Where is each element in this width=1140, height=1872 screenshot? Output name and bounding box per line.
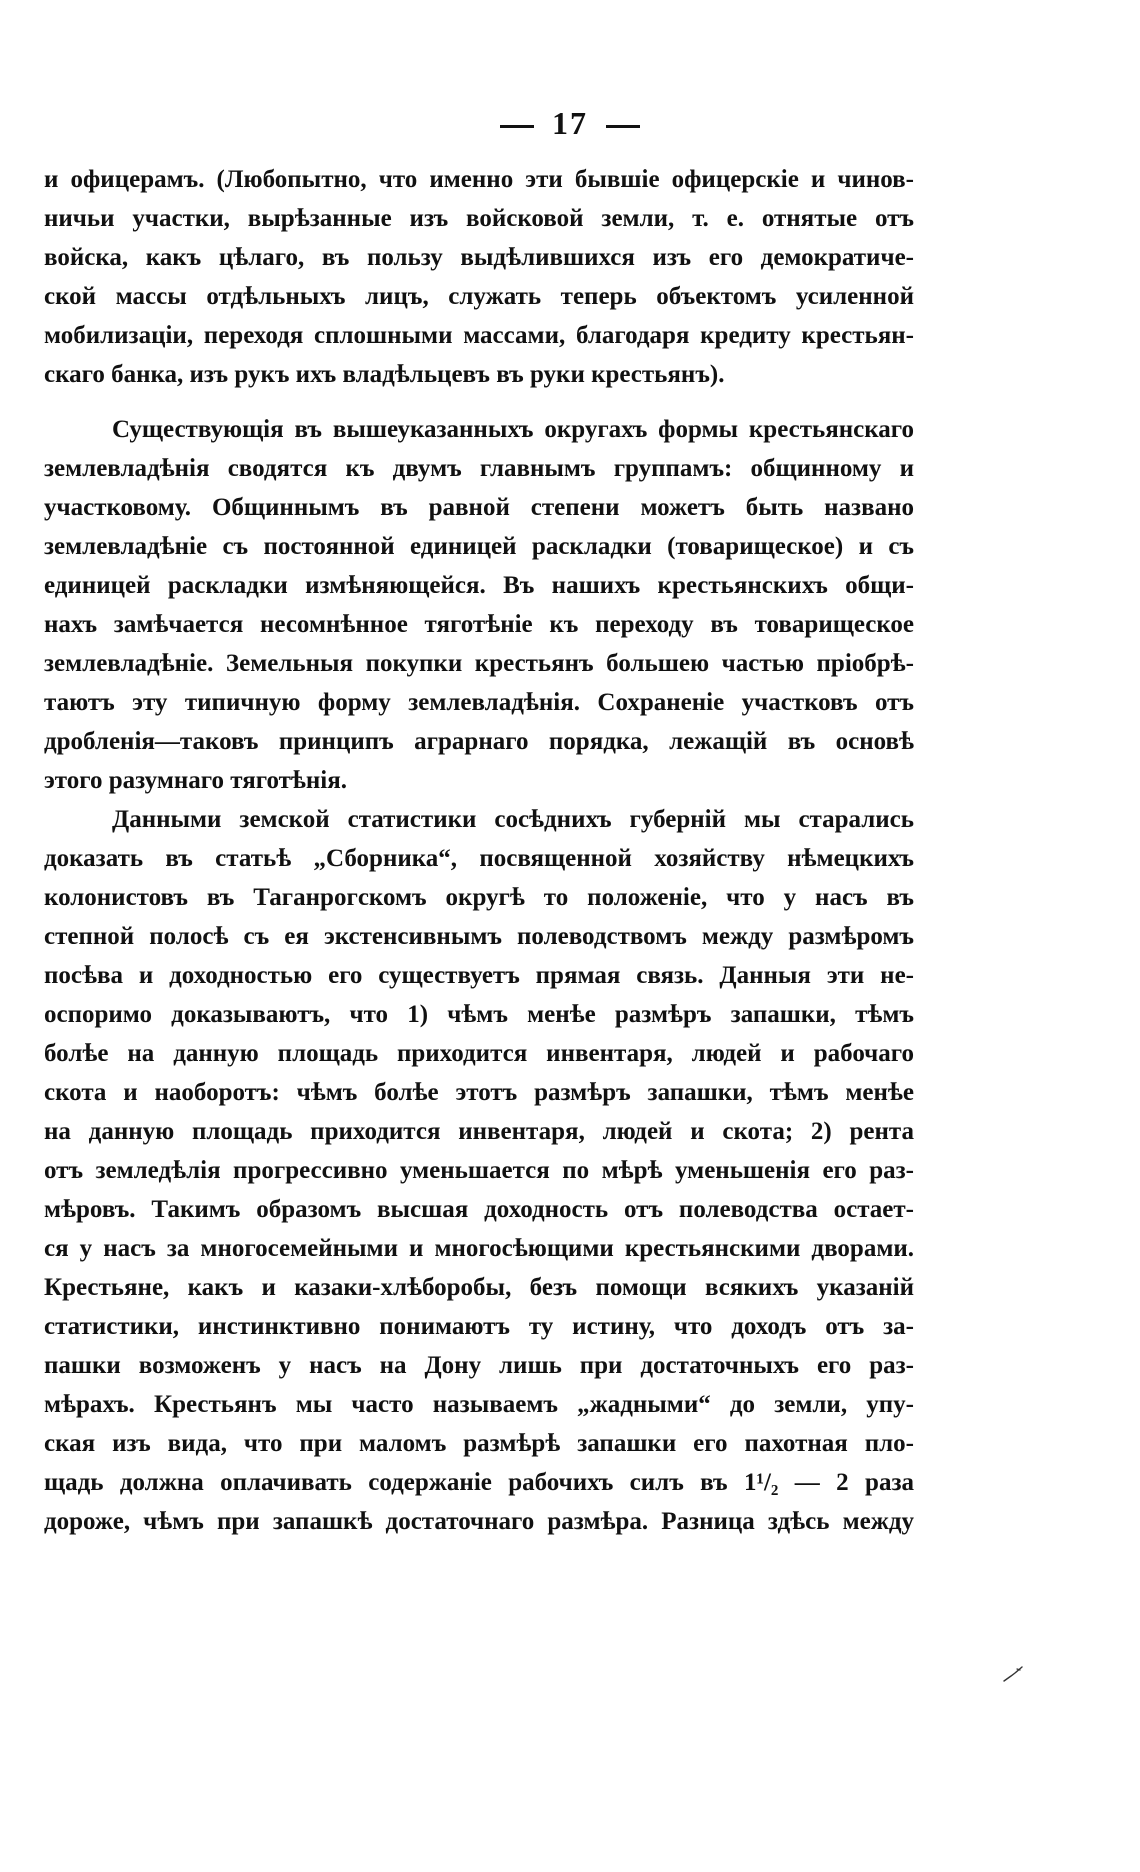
text-line: этого разумнаго тяготѣнія.	[44, 767, 348, 794]
page-number: 17	[552, 105, 588, 141]
text-line: мобилизаціи, переходя сплошными массами, благодаря кредиту крестьян-	[44, 322, 914, 349]
text-line: землевладѣніе. Земельныя покупки крестьянъ большею частью пріобрѣ-	[44, 650, 914, 677]
page-number-header	[0, 105, 1140, 142]
text-line: землевладѣніе съ постоянной единицей раскладки (товарищеское) и съ	[44, 533, 914, 560]
text-line: оспоримо доказываютъ, что 1) чѣмъ менѣе размѣръ запашки, тѣмъ	[44, 1001, 914, 1028]
text-line: войска, какъ цѣлаго, въ пользу выдѣлившихся изъ его демократиче-	[44, 244, 914, 271]
text-line: на данную площадь приходится инвентаря, людей и скота; 2) рента	[44, 1118, 914, 1145]
text-line: нахъ замѣчается несомнѣнное тяготѣніе къ переходу въ товарищеское	[44, 611, 914, 638]
text-line: Крестьяне, какъ и казаки-хлѣборобы, безъ помощи всякихъ указаній	[44, 1274, 914, 1301]
paragraph-1	[44, 160, 914, 394]
text-line: отъ земледѣлія прогрессивно уменьшается по мѣрѣ уменьшенія его раз-	[44, 1157, 914, 1184]
text-line: ся у насъ за многосемейными и многосѣющими крестьянскими дворами.	[44, 1235, 914, 1262]
text-line: ская изъ вида, что при маломъ размѣрѣ запашки его пахотная пло-	[44, 1430, 914, 1457]
text-line: единицей раскладки измѣняющейся. Въ нашихъ крестьянскихъ общи-	[44, 572, 914, 599]
text-line: скаго банка, изъ рукъ ихъ владѣльцевъ въ руки крестьянъ).	[44, 361, 725, 388]
text-line: дробленія—таковъ принципъ аграрнаго порядка, лежащій въ основѣ	[44, 728, 914, 755]
text-line: посѣва и доходностью его существуетъ прямая связь. Данныя эти не-	[44, 962, 914, 989]
pencil-mark-icon	[1003, 1665, 1023, 1683]
text-line: колонистовъ въ Таганрогскомъ округѣ то положеніе, что у насъ въ	[44, 884, 914, 911]
text-line: дороже, чѣмъ при запашкѣ достаточнаго размѣра. Разница здѣсь между	[44, 1508, 914, 1535]
text-line: пашки возможенъ у насъ на Дону лишь при достаточныхъ его раз-	[44, 1352, 914, 1379]
text-line: скота и наоборотъ: чѣмъ болѣе этотъ размѣръ запашки, тѣмъ менѣе	[44, 1079, 914, 1106]
left-dash	[500, 125, 534, 128]
text-line: Существующія въ вышеуказанныхъ округахъ формы крестьянскаго	[112, 416, 914, 443]
text-line: статистики, инстинктивно понимаютъ ту истину, что доходъ отъ за-	[44, 1313, 914, 1340]
text-line: щадь должна оплачивать содержаніе рабочихъ силъ въ 1¹/₂ — 2 раза	[44, 1469, 914, 1496]
text-line: ничьи участки, вырѣзанные изъ войсковой земли, т. е. отнятые отъ	[44, 205, 914, 232]
right-dash	[606, 125, 640, 128]
paragraph-3	[44, 800, 914, 1541]
text-line: землевладѣнія сводятся къ двумъ главнымъ группамъ: общинному и	[44, 455, 914, 482]
text-line: мѣрахъ. Крестьянъ мы часто называемъ „жадными“ до земли, упу-	[44, 1391, 914, 1418]
text-line: мѣровъ. Такимъ образомъ высшая доходность отъ полеводства остает-	[44, 1196, 914, 1223]
text-line: степной полосѣ съ ея экстенсивнымъ полеводствомъ между размѣромъ	[44, 923, 914, 950]
text-line: участковому. Общиннымъ въ равной степени можетъ быть названо	[44, 494, 914, 521]
text-line: таютъ эту типичную форму землевладѣнія. Сохраненіе участковъ отъ	[44, 689, 914, 716]
text-line: болѣе на данную площадь приходится инвентаря, людей и рабочаго	[44, 1040, 914, 1067]
paragraph-2	[44, 410, 914, 800]
text-line: доказать въ статьѣ „Сборника“, посвященной хозяйству нѣмецкихъ	[44, 845, 914, 872]
text-line: и офицерамъ. (Любопытно, что именно эти бывшіе офицерскіе и чинов-	[44, 166, 914, 193]
text-line: Данными земской статистики сосѣднихъ губерній мы старались	[112, 806, 914, 833]
text-line: ской массы отдѣльныхъ лицъ, служать теперь объектомъ усиленной	[44, 283, 914, 310]
